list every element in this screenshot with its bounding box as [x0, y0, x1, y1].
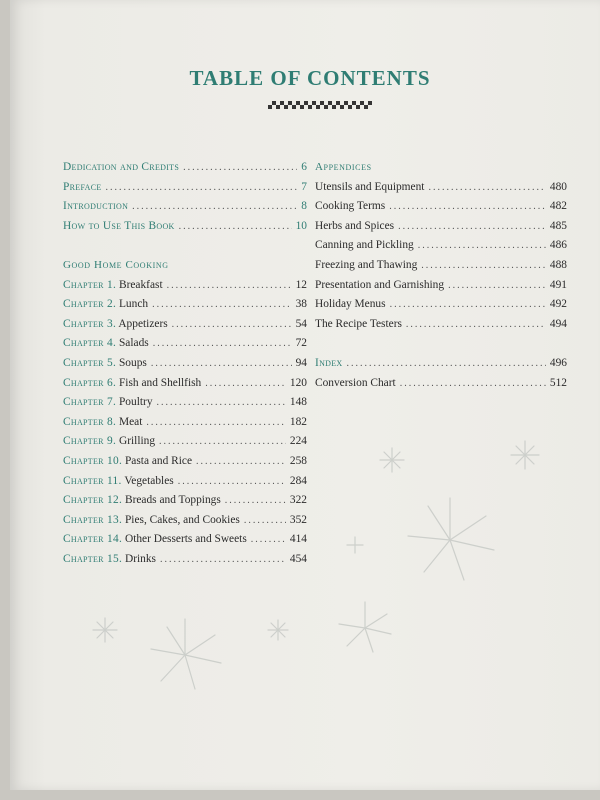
chapter-title: Fish and Shellfish	[118, 376, 202, 389]
chapter-number: Chapter 3.	[63, 317, 117, 330]
chapter-number: Chapter 9.	[63, 435, 117, 448]
chapter-entry[interactable]	[63, 475, 307, 495]
toc-page-number: 258	[289, 454, 307, 467]
chapter-title: Appetizers	[118, 317, 168, 330]
appendix-entry[interactable]	[315, 279, 567, 299]
leader-dots	[152, 299, 292, 310]
chapter-title: Other Desserts and Sweets	[124, 533, 247, 546]
chapter-entry[interactable]	[63, 377, 307, 397]
chapter-entry[interactable]	[63, 396, 307, 416]
right-column	[315, 161, 567, 396]
chapter-number: Chapter 1.	[63, 278, 117, 291]
toc-page-number: 120	[289, 376, 307, 389]
chapter-number: Chapter 10.	[63, 454, 123, 467]
leader-dots	[389, 201, 546, 212]
leader-dots	[179, 221, 292, 232]
appendix-entry[interactable]	[315, 298, 567, 318]
toc-page-number: 512	[549, 376, 567, 389]
toc-page-number: 352	[289, 513, 307, 526]
toc-entry[interactable]	[63, 181, 307, 201]
chapter-label	[63, 337, 149, 349]
toc-entry-index[interactable]	[315, 357, 567, 377]
book-page	[10, 0, 600, 790]
chapter-title: Lunch	[118, 298, 149, 311]
leader-dots	[398, 221, 546, 232]
toc-page-number: 322	[289, 494, 307, 507]
chapter-number: Chapter 13.	[63, 513, 123, 526]
chapter-number: Chapter 12.	[63, 494, 123, 507]
chapter-list	[63, 279, 307, 573]
chapter-number: Chapter 5.	[63, 356, 117, 369]
section-heading-good-home-cooking: Good Home Cooking	[63, 258, 169, 271]
toc-page-number: 7	[301, 180, 307, 193]
chapter-title: Salads	[118, 337, 149, 350]
chapter-title: Grilling	[118, 435, 156, 448]
leader-dots	[160, 554, 286, 565]
appendix-entry[interactable]	[315, 220, 567, 240]
chapter-title: Vegetables	[124, 474, 174, 487]
appendix-list	[315, 181, 567, 338]
leader-dots	[146, 417, 286, 428]
appendix-title: Cooking Terms	[315, 200, 386, 213]
toc-page-number: 491	[549, 278, 567, 291]
toc-page-number: 492	[549, 298, 567, 311]
toc-page-number: 10	[295, 219, 307, 232]
appendix-entry[interactable]	[315, 181, 567, 201]
toc-page-number: 482	[549, 200, 567, 213]
chapter-entry[interactable]	[63, 455, 307, 475]
appendix-entry[interactable]	[315, 259, 567, 279]
chapter-title: Drinks	[124, 552, 156, 565]
chapter-entry[interactable]	[63, 533, 307, 553]
chapter-title: Breakfast	[118, 278, 163, 291]
toc-entry-conversion-chart[interactable]	[315, 377, 567, 397]
toc-page-number: 488	[549, 258, 567, 271]
chapter-entry[interactable]	[63, 435, 307, 455]
toc-entry-label: Preface	[63, 180, 102, 193]
chapter-entry[interactable]	[63, 318, 307, 338]
toc-entry[interactable]	[63, 161, 307, 181]
toc-page-number: 38	[295, 298, 307, 311]
toc-entry[interactable]	[63, 220, 307, 240]
toc-page-number: 148	[289, 396, 307, 409]
chapter-label	[63, 318, 168, 330]
star-icon	[151, 619, 221, 689]
appendix-title: The Recipe Testers	[315, 317, 402, 330]
leader-dots	[106, 182, 298, 193]
leader-dots	[196, 456, 286, 467]
appendix-title: Canning and Pickling	[315, 239, 414, 252]
spacer	[315, 337, 567, 357]
chapter-label	[63, 377, 201, 389]
checkered-divider	[268, 101, 372, 109]
toc-page-number: 485	[549, 219, 567, 232]
chapter-entry[interactable]	[63, 514, 307, 534]
leader-dots	[390, 299, 546, 310]
appendix-title: Herbs and Spices	[315, 219, 395, 232]
leader-dots	[418, 240, 546, 251]
chapter-entry[interactable]	[63, 494, 307, 514]
leader-dots	[167, 280, 292, 291]
leader-dots	[205, 378, 286, 389]
leader-dots	[244, 515, 286, 526]
leader-dots	[153, 338, 292, 349]
toc-page-number: 8	[301, 200, 307, 213]
left-column	[63, 161, 307, 572]
chapter-label	[63, 357, 147, 369]
chapter-number: Chapter 2.	[63, 298, 117, 311]
toc-entry-label: Dedication and Credits	[63, 161, 180, 173]
chapter-label	[63, 279, 163, 291]
leader-dots	[428, 182, 545, 193]
toc-entry-label: Introduction	[63, 200, 129, 213]
chapter-label	[63, 494, 221, 506]
toc-page-number: 480	[549, 180, 567, 193]
star-icon	[408, 498, 494, 580]
toc-page-number: 54	[295, 317, 307, 330]
chapter-label	[63, 514, 240, 526]
star-icon	[93, 618, 117, 642]
leader-dots	[159, 436, 286, 447]
leader-dots	[406, 319, 546, 330]
chapter-title: Breads and Toppings	[124, 494, 221, 507]
chapter-label	[63, 533, 247, 545]
chapter-entry[interactable]	[63, 553, 307, 573]
chapter-title: Soups	[118, 356, 147, 369]
page-title: TABLE OF CONTENTS	[189, 66, 431, 90]
chapter-label	[63, 475, 174, 487]
chapter-number: Chapter 7.	[63, 396, 117, 409]
chapter-number: Chapter 6.	[63, 376, 117, 389]
spacer	[63, 239, 307, 259]
star-icon	[268, 620, 288, 640]
appendix-title: Freezing and Thawing	[315, 258, 418, 271]
chapter-entry[interactable]	[63, 279, 307, 299]
toc-entry-label: Index	[315, 356, 343, 369]
chapter-label	[63, 455, 192, 467]
leader-dots	[178, 476, 286, 487]
leader-dots	[400, 378, 546, 389]
chapter-entry[interactable]	[63, 337, 307, 357]
leader-dots	[172, 319, 292, 330]
toc-page-number: 496	[549, 356, 567, 369]
chapter-number: Chapter 8.	[63, 415, 117, 428]
toc-page-number: 72	[295, 337, 307, 350]
appendix-entry[interactable]	[315, 239, 567, 259]
toc-entry-label: Conversion Chart	[315, 376, 396, 389]
star-icon	[347, 537, 363, 553]
toc-page-number: 494	[549, 317, 567, 330]
leader-dots	[183, 162, 297, 173]
chapter-entry[interactable]	[63, 416, 307, 436]
chapter-label	[63, 416, 142, 428]
toc-page-number: 486	[549, 239, 567, 252]
chapter-title: Meat	[118, 415, 143, 428]
chapter-title: Poultry	[118, 396, 153, 409]
leader-dots	[225, 495, 286, 506]
star-icon	[339, 602, 391, 652]
toc-page-number: 6	[301, 161, 307, 173]
chapter-label	[63, 298, 148, 310]
leader-dots	[157, 397, 286, 408]
chapter-label	[63, 435, 155, 447]
toc-page-number: 94	[295, 356, 307, 369]
star-icon	[380, 448, 404, 472]
toc-entry-label: How to Use This Book	[63, 219, 175, 232]
toc-page-number: 224	[289, 435, 307, 448]
toc-page-number: 284	[289, 474, 307, 487]
section-heading-appendices: Appendices	[315, 161, 372, 173]
chapter-label	[63, 396, 153, 408]
chapter-entry[interactable]	[63, 357, 307, 377]
appendix-title: Presentation and Garnishing	[315, 278, 445, 291]
chapter-label	[63, 553, 156, 565]
leader-dots	[151, 358, 292, 369]
chapter-number: Chapter 14.	[63, 533, 123, 546]
chapter-title: Pasta and Rice	[124, 454, 193, 467]
leader-dots	[448, 280, 546, 291]
toc-page-number: 182	[289, 415, 307, 428]
chapter-title: Pies, Cakes, and Cookies	[124, 513, 240, 526]
chapter-number: Chapter 11.	[63, 474, 122, 487]
leader-dots	[421, 260, 546, 271]
toc-page-number: 454	[289, 552, 307, 565]
chapter-number: Chapter 15.	[63, 552, 123, 565]
toc-page-number: 414	[289, 533, 307, 546]
chapter-entry[interactable]	[63, 298, 307, 318]
star-icon	[511, 441, 539, 469]
chapter-number: Chapter 4.	[63, 337, 117, 350]
appendix-entry[interactable]	[315, 200, 567, 220]
leader-dots	[347, 358, 546, 369]
appendix-entry[interactable]	[315, 318, 567, 338]
appendix-title: Holiday Menus	[315, 298, 386, 311]
toc-page-number: 12	[295, 278, 307, 291]
leader-dots	[132, 201, 297, 212]
toc-entry[interactable]	[63, 200, 307, 220]
appendix-title: Utensils and Equipment	[315, 180, 425, 193]
leader-dots	[251, 534, 286, 545]
